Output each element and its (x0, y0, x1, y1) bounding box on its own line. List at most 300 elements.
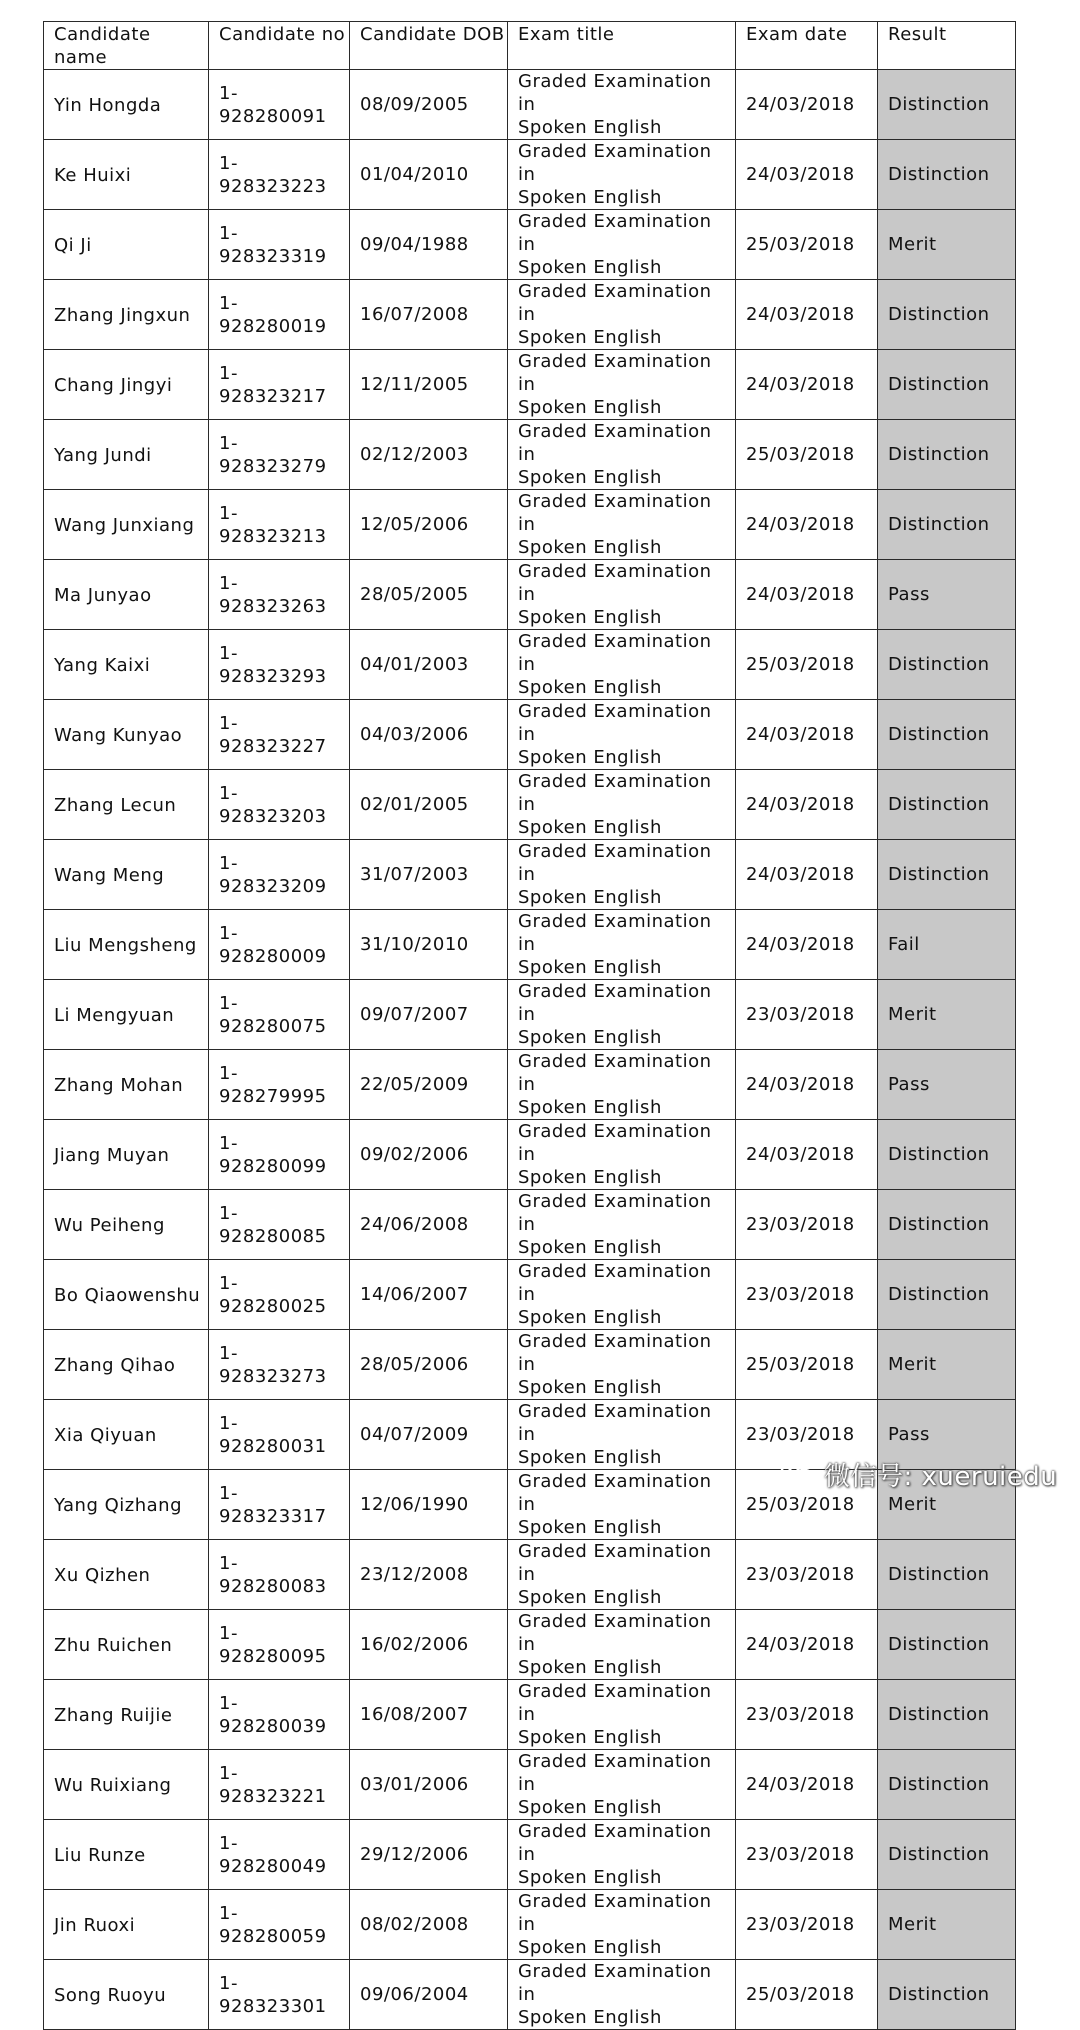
candidate-no-cell (209, 630, 350, 700)
candidate-name-cell: Wu Ruixiang (44, 1750, 209, 1820)
candidate-no-cell (209, 350, 350, 420)
result-cell: Distinction (878, 1820, 1016, 1890)
exam-title-cell (508, 560, 736, 630)
exam-date-cell: 24/03/2018 (736, 280, 878, 350)
candidate-no-prefix: 1- (219, 222, 238, 244)
candidate-no-prefix: 1- (219, 1762, 238, 1784)
exam-title-line-1: Graded Examination in (518, 71, 712, 115)
candidate-name-cell: Zhang Lecun (44, 770, 209, 840)
exam-title-line-1: Graded Examination in (518, 1821, 712, 1865)
candidate-no-prefix: 1- (219, 1902, 238, 1924)
candidate-dob-cell: 31/07/2003 (350, 840, 508, 910)
exam-date-cell: 23/03/2018 (736, 1260, 878, 1330)
result-cell: Distinction (878, 1680, 1016, 1750)
exam-title-line-1: Graded Examination in (518, 1541, 712, 1585)
candidate-no-cell (209, 560, 350, 630)
candidate-name-cell: Ma Junyao (44, 560, 209, 630)
exam-title-line-2: Spoken English (518, 257, 662, 278)
exam-title-line-2: Spoken English (518, 1727, 662, 1748)
candidate-no-cell (209, 1540, 350, 1610)
candidate-no-prefix: 1- (219, 1832, 238, 1854)
result-cell: Pass (878, 560, 1016, 630)
table-row (44, 1820, 1016, 1890)
candidate-dob-cell: 23/12/2008 (350, 1540, 508, 1610)
exam-date-cell: 25/03/2018 (736, 210, 878, 280)
candidate-dob-cell: 22/05/2009 (350, 1050, 508, 1120)
candidate-no-prefix: 1- (219, 1062, 238, 1084)
candidate-dob-cell: 12/06/1990 (350, 1470, 508, 1540)
candidate-no-cell (209, 1190, 350, 1260)
table-row (44, 280, 1016, 350)
exam-title-line-1: Graded Examination in (518, 1401, 712, 1445)
candidate-no-number: 928323279 (219, 455, 327, 477)
candidate-no-prefix: 1- (219, 152, 238, 174)
wechat-logo-icon (780, 1459, 816, 1489)
exam-date-cell: 24/03/2018 (736, 140, 878, 210)
exam-title-line-1: Graded Examination in (518, 1681, 712, 1725)
exam-title-line-1: Graded Examination in (518, 841, 712, 885)
exam-title-line-1: Graded Examination in (518, 701, 712, 745)
exam-title-line-2: Spoken English (518, 537, 662, 558)
result-cell: Merit (878, 210, 1016, 280)
candidate-dob-cell: 09/02/2006 (350, 1120, 508, 1190)
candidate-name-cell: Qi Ji (44, 210, 209, 280)
candidate-no-number: 928280039 (219, 1715, 327, 1737)
result-cell: Fail (878, 910, 1016, 980)
result-cell: Distinction (878, 280, 1016, 350)
exam-title-line-2: Spoken English (518, 1377, 662, 1398)
exam-date-cell: 24/03/2018 (736, 1750, 878, 1820)
table-row (44, 560, 1016, 630)
exam-title-line-1: Graded Examination in (518, 631, 712, 675)
exam-title-line-2: Spoken English (518, 957, 662, 978)
candidate-no-number: 928280009 (219, 945, 327, 967)
exam-date-cell: 23/03/2018 (736, 1190, 878, 1260)
candidate-no-prefix: 1- (219, 1202, 238, 1224)
table-row (44, 770, 1016, 840)
candidate-dob-cell: 14/06/2007 (350, 1260, 508, 1330)
exam-title-line-1: Graded Examination in (518, 491, 712, 535)
candidate-dob-cell: 08/02/2008 (350, 1890, 508, 1960)
header-exam-date: Exam date (736, 22, 878, 70)
candidate-name-cell: Yang Kaixi (44, 630, 209, 700)
exam-title-line-2: Spoken English (518, 1097, 662, 1118)
candidate-dob-cell: 12/11/2005 (350, 350, 508, 420)
result-cell: Merit (878, 1890, 1016, 1960)
candidate-no-cell (209, 1960, 350, 2030)
candidate-no-cell (209, 770, 350, 840)
watermark (780, 1454, 1057, 1494)
exam-title-line-1: Graded Examination in (518, 421, 712, 465)
result-cell: Distinction (878, 700, 1016, 770)
candidate-dob-cell: 04/01/2003 (350, 630, 508, 700)
exam-title-line-1: Graded Examination in (518, 1121, 712, 1165)
exam-title-line-1: Graded Examination in (518, 911, 712, 955)
candidate-name-cell: Xu Qizhen (44, 1540, 209, 1610)
exam-title-line-2: Spoken English (518, 817, 662, 838)
table-row (44, 70, 1016, 140)
table-row (44, 1890, 1016, 1960)
candidate-dob-cell: 16/07/2008 (350, 280, 508, 350)
exam-title-cell (508, 1400, 736, 1470)
candidate-no-cell (209, 280, 350, 350)
exam-title-cell (508, 1330, 736, 1400)
exam-title-cell (508, 70, 736, 140)
candidate-no-cell (209, 1750, 350, 1820)
table-row (44, 1190, 1016, 1260)
result-cell: Distinction (878, 1540, 1016, 1610)
exam-title-line-2: Spoken English (518, 1167, 662, 1188)
candidate-name-cell: Yang Jundi (44, 420, 209, 490)
candidate-no-cell (209, 1050, 350, 1120)
exam-title-cell (508, 1960, 736, 2030)
candidate-no-cell (209, 1260, 350, 1330)
exam-date-cell: 24/03/2018 (736, 700, 878, 770)
exam-title-cell (508, 700, 736, 770)
exam-date-cell: 24/03/2018 (736, 1050, 878, 1120)
table-row (44, 1050, 1016, 1120)
exam-date-cell: 24/03/2018 (736, 1610, 878, 1680)
candidate-no-number: 928323209 (219, 875, 327, 897)
candidate-no-number: 928323263 (219, 595, 327, 617)
table-row (44, 840, 1016, 910)
table-row (44, 1960, 1016, 2030)
result-cell: Distinction (878, 1960, 1016, 2030)
candidate-no-prefix: 1- (219, 1342, 238, 1364)
exam-title-line-1: Graded Examination in (518, 1751, 712, 1795)
candidate-no-cell (209, 1610, 350, 1680)
exam-date-cell: 24/03/2018 (736, 490, 878, 560)
exam-title-cell (508, 630, 736, 700)
candidate-no-cell (209, 210, 350, 280)
table-row (44, 980, 1016, 1050)
candidate-name-cell: Liu Mengsheng (44, 910, 209, 980)
exam-date-cell: 24/03/2018 (736, 910, 878, 980)
table-row (44, 630, 1016, 700)
exam-title-line-2: Spoken English (518, 1797, 662, 1818)
table-row (44, 1540, 1016, 1610)
exam-title-line-2: Spoken English (518, 117, 662, 138)
candidate-no-prefix: 1- (219, 362, 238, 384)
table-row (44, 1610, 1016, 1680)
exam-title-line-2: Spoken English (518, 467, 662, 488)
candidate-no-number: 928323217 (219, 385, 327, 407)
header-candidate-no: Candidate no (209, 22, 350, 70)
result-cell: Pass (878, 1400, 1016, 1470)
exam-date-cell: 25/03/2018 (736, 420, 878, 490)
candidate-name-cell: Song Ruoyu (44, 1960, 209, 2030)
results-table (43, 21, 1016, 2030)
candidate-no-prefix: 1- (219, 502, 238, 524)
result-cell: Distinction (878, 630, 1016, 700)
table-row (44, 1330, 1016, 1400)
exam-title-line-2: Spoken English (518, 1517, 662, 1538)
candidate-name-cell: Zhang Mohan (44, 1050, 209, 1120)
exam-date-cell: 24/03/2018 (736, 770, 878, 840)
watermark-text: 微信号: xueruiedu (824, 1461, 1058, 1492)
exam-title-line-1: Graded Examination in (518, 1191, 712, 1235)
exam-title-line-2: Spoken English (518, 1447, 662, 1468)
table-row (44, 910, 1016, 980)
candidate-name-cell: Wang Meng (44, 840, 209, 910)
table-row (44, 1120, 1016, 1190)
exam-title-line-2: Spoken English (518, 607, 662, 628)
exam-date-cell: 24/03/2018 (736, 840, 878, 910)
candidate-name-cell: Yin Hongda (44, 70, 209, 140)
candidate-no-prefix: 1- (219, 992, 238, 1014)
candidate-no-prefix: 1- (219, 1552, 238, 1574)
result-cell: Distinction (878, 1260, 1016, 1330)
exam-title-cell (508, 1120, 736, 1190)
candidate-no-number: 928280075 (219, 1015, 327, 1037)
table-row (44, 700, 1016, 770)
exam-title-cell (508, 980, 736, 1050)
exam-date-cell: 24/03/2018 (736, 560, 878, 630)
exam-date-cell: 24/03/2018 (736, 350, 878, 420)
candidate-name-cell: Zhu Ruichen (44, 1610, 209, 1680)
candidate-dob-cell: 02/12/2003 (350, 420, 508, 490)
result-cell: Pass (878, 1050, 1016, 1120)
exam-title-line-1: Graded Examination in (518, 1261, 712, 1305)
exam-title-line-2: Spoken English (518, 397, 662, 418)
exam-title-line-2: Spoken English (518, 747, 662, 768)
candidate-no-cell (209, 1400, 350, 1470)
result-cell: Distinction (878, 1190, 1016, 1260)
candidate-no-prefix: 1- (219, 852, 238, 874)
exam-title-line-2: Spoken English (518, 1657, 662, 1678)
exam-title-line-1: Graded Examination in (518, 281, 712, 325)
candidate-name-cell: Bo Qiaowenshu (44, 1260, 209, 1330)
result-cell: Merit (878, 1470, 1016, 1540)
candidate-no-cell (209, 140, 350, 210)
exam-date-cell: 24/03/2018 (736, 1120, 878, 1190)
candidate-no-prefix: 1- (219, 1482, 238, 1504)
candidate-name-cell: Zhang Jingxun (44, 280, 209, 350)
candidate-no-number: 928323227 (219, 735, 327, 757)
exam-date-cell: 25/03/2018 (736, 1330, 878, 1400)
candidate-no-number: 928323213 (219, 525, 327, 547)
candidate-no-prefix: 1- (219, 1132, 238, 1154)
exam-title-cell (508, 1820, 736, 1890)
result-cell: Distinction (878, 1120, 1016, 1190)
exam-title-line-1: Graded Examination in (518, 561, 712, 605)
candidate-name-cell: Chang Jingyi (44, 350, 209, 420)
table-row (44, 490, 1016, 560)
candidate-no-prefix: 1- (219, 642, 238, 664)
candidate-name-cell: Ke Huixi (44, 140, 209, 210)
exam-title-line-2: Spoken English (518, 1307, 662, 1328)
candidate-no-prefix: 1- (219, 1692, 238, 1714)
exam-title-line-2: Spoken English (518, 1937, 662, 1958)
candidate-no-cell (209, 1680, 350, 1750)
exam-date-cell: 23/03/2018 (736, 1540, 878, 1610)
result-cell: Merit (878, 1330, 1016, 1400)
candidate-no-prefix: 1- (219, 922, 238, 944)
exam-title-cell (508, 1260, 736, 1330)
exam-title-cell (508, 910, 736, 980)
exam-title-cell (508, 770, 736, 840)
exam-title-line-1: Graded Examination in (518, 771, 712, 815)
candidate-name-cell: Jin Ruoxi (44, 1890, 209, 1960)
candidate-no-cell (209, 840, 350, 910)
table-row (44, 210, 1016, 280)
candidate-no-cell (209, 70, 350, 140)
exam-title-line-2: Spoken English (518, 887, 662, 908)
candidate-dob-cell: 02/01/2005 (350, 770, 508, 840)
exam-title-cell (508, 350, 736, 420)
candidate-dob-cell: 16/08/2007 (350, 1680, 508, 1750)
candidate-no-cell (209, 700, 350, 770)
exam-date-cell: 23/03/2018 (736, 1400, 878, 1470)
candidate-no-cell (209, 1330, 350, 1400)
candidate-dob-cell: 31/10/2010 (350, 910, 508, 980)
exam-title-line-2: Spoken English (518, 1587, 662, 1608)
exam-title-line-2: Spoken English (518, 677, 662, 698)
candidate-dob-cell: 16/02/2006 (350, 1610, 508, 1680)
exam-title-cell (508, 280, 736, 350)
candidate-no-number: 928323317 (219, 1505, 327, 1527)
exam-title-line-2: Spoken English (518, 2007, 662, 2028)
result-cell: Distinction (878, 140, 1016, 210)
candidate-no-prefix: 1- (219, 1622, 238, 1644)
exam-date-cell: 23/03/2018 (736, 1820, 878, 1890)
candidate-name-cell: Jiang Muyan (44, 1120, 209, 1190)
exam-title-cell (508, 210, 736, 280)
candidate-no-number: 928323221 (219, 1785, 327, 1807)
candidate-no-number: 928323203 (219, 805, 327, 827)
candidate-no-cell (209, 1120, 350, 1190)
table-row (44, 140, 1016, 210)
candidate-dob-cell: 03/01/2006 (350, 1750, 508, 1820)
candidate-no-cell (209, 980, 350, 1050)
header-row (44, 22, 1016, 70)
candidate-no-cell (209, 1890, 350, 1960)
candidate-name-cell: Wu Peiheng (44, 1190, 209, 1260)
candidate-no-cell (209, 490, 350, 560)
candidate-no-prefix: 1- (219, 1412, 238, 1434)
candidate-dob-cell: 04/07/2009 (350, 1400, 508, 1470)
candidate-no-prefix: 1- (219, 82, 238, 104)
candidate-no-number: 928280031 (219, 1435, 327, 1457)
candidate-dob-cell: 28/05/2005 (350, 560, 508, 630)
exam-date-cell: 25/03/2018 (736, 1960, 878, 2030)
candidate-name-cell: Wang Kunyao (44, 700, 209, 770)
candidate-no-number: 928280025 (219, 1295, 327, 1317)
exam-title-line-1: Graded Examination in (518, 1961, 712, 2005)
exam-title-cell (508, 1890, 736, 1960)
candidate-dob-cell: 29/12/2006 (350, 1820, 508, 1890)
candidate-no-number: 928280099 (219, 1155, 327, 1177)
candidate-no-prefix: 1- (219, 1272, 238, 1294)
candidate-no-number: 928280095 (219, 1645, 327, 1667)
candidate-no-prefix: 1- (219, 712, 238, 734)
candidate-dob-cell: 04/03/2006 (350, 700, 508, 770)
candidate-no-number: 928323301 (219, 1995, 327, 2017)
candidate-no-prefix: 1- (219, 1972, 238, 1994)
exam-date-cell: 25/03/2018 (736, 630, 878, 700)
header-exam-title: Exam title (508, 22, 736, 70)
table-row (44, 1680, 1016, 1750)
exam-date-cell: 23/03/2018 (736, 980, 878, 1050)
header-result: Result (878, 22, 1016, 70)
candidate-name-cell: Zhang Ruijie (44, 1680, 209, 1750)
candidate-dob-cell: 08/09/2005 (350, 70, 508, 140)
result-cell: Distinction (878, 350, 1016, 420)
candidate-name-cell: Li Mengyuan (44, 980, 209, 1050)
candidate-no-cell (209, 1820, 350, 1890)
table-row (44, 1750, 1016, 1820)
exam-title-cell (508, 1680, 736, 1750)
candidate-no-cell (209, 420, 350, 490)
exam-title-line-1: Graded Examination in (518, 981, 712, 1025)
exam-date-cell: 24/03/2018 (736, 70, 878, 140)
exam-title-line-2: Spoken English (518, 1867, 662, 1888)
result-cell: Distinction (878, 490, 1016, 560)
candidate-no-prefix: 1- (219, 572, 238, 594)
exam-title-cell (508, 1470, 736, 1540)
exam-title-line-1: Graded Examination in (518, 1051, 712, 1095)
candidate-name-cell: Yang Qizhang (44, 1470, 209, 1540)
candidate-no-prefix: 1- (219, 432, 238, 454)
exam-title-line-2: Spoken English (518, 187, 662, 208)
exam-title-line-2: Spoken English (518, 1237, 662, 1258)
exam-title-cell (508, 1540, 736, 1610)
result-cell: Distinction (878, 840, 1016, 910)
candidate-no-number: 928280085 (219, 1225, 327, 1247)
table-body (44, 70, 1016, 2030)
candidate-no-number: 928280019 (219, 315, 327, 337)
candidate-no-number: 928279995 (219, 1085, 327, 1107)
candidate-no-cell (209, 1470, 350, 1540)
exam-title-line-2: Spoken English (518, 327, 662, 348)
exam-date-cell: 25/03/2018 (736, 1470, 878, 1540)
candidate-no-number: 928280049 (219, 1855, 327, 1877)
exam-title-cell (508, 1050, 736, 1120)
exam-title-cell (508, 420, 736, 490)
candidate-name-cell: Xia Qiyuan (44, 1400, 209, 1470)
table-row (44, 350, 1016, 420)
exam-title-line-1: Graded Examination in (518, 1331, 712, 1375)
table-row (44, 420, 1016, 490)
exam-title-cell (508, 140, 736, 210)
candidate-dob-cell: 24/06/2008 (350, 1190, 508, 1260)
exam-title-line-1: Graded Examination in (518, 1471, 712, 1515)
exam-title-line-1: Graded Examination in (518, 141, 712, 185)
exam-title-line-1: Graded Examination in (518, 1891, 712, 1935)
candidate-no-prefix: 1- (219, 292, 238, 314)
candidate-name-cell: Zhang Qihao (44, 1330, 209, 1400)
exam-title-cell (508, 1610, 736, 1680)
candidate-no-prefix: 1- (219, 782, 238, 804)
exam-title-line-1: Graded Examination in (518, 1611, 712, 1655)
candidate-dob-cell: 28/05/2006 (350, 1330, 508, 1400)
candidate-dob-cell: 09/07/2007 (350, 980, 508, 1050)
candidate-dob-cell: 09/06/2004 (350, 1960, 508, 2030)
exam-title-line-2: Spoken English (518, 1027, 662, 1048)
candidate-no-number: 928280059 (219, 1925, 327, 1947)
exam-title-cell (508, 490, 736, 560)
candidate-no-number: 928323223 (219, 175, 327, 197)
exam-title-cell (508, 840, 736, 910)
exam-title-line-1: Graded Examination in (518, 211, 712, 255)
result-cell: Distinction (878, 770, 1016, 840)
exam-title-cell (508, 1190, 736, 1260)
candidate-no-number: 928280083 (219, 1575, 327, 1597)
exam-date-cell: 23/03/2018 (736, 1890, 878, 1960)
result-cell: Distinction (878, 420, 1016, 490)
header-candidate-name: Candidate name (44, 22, 209, 70)
candidate-no-number: 928323319 (219, 245, 327, 267)
